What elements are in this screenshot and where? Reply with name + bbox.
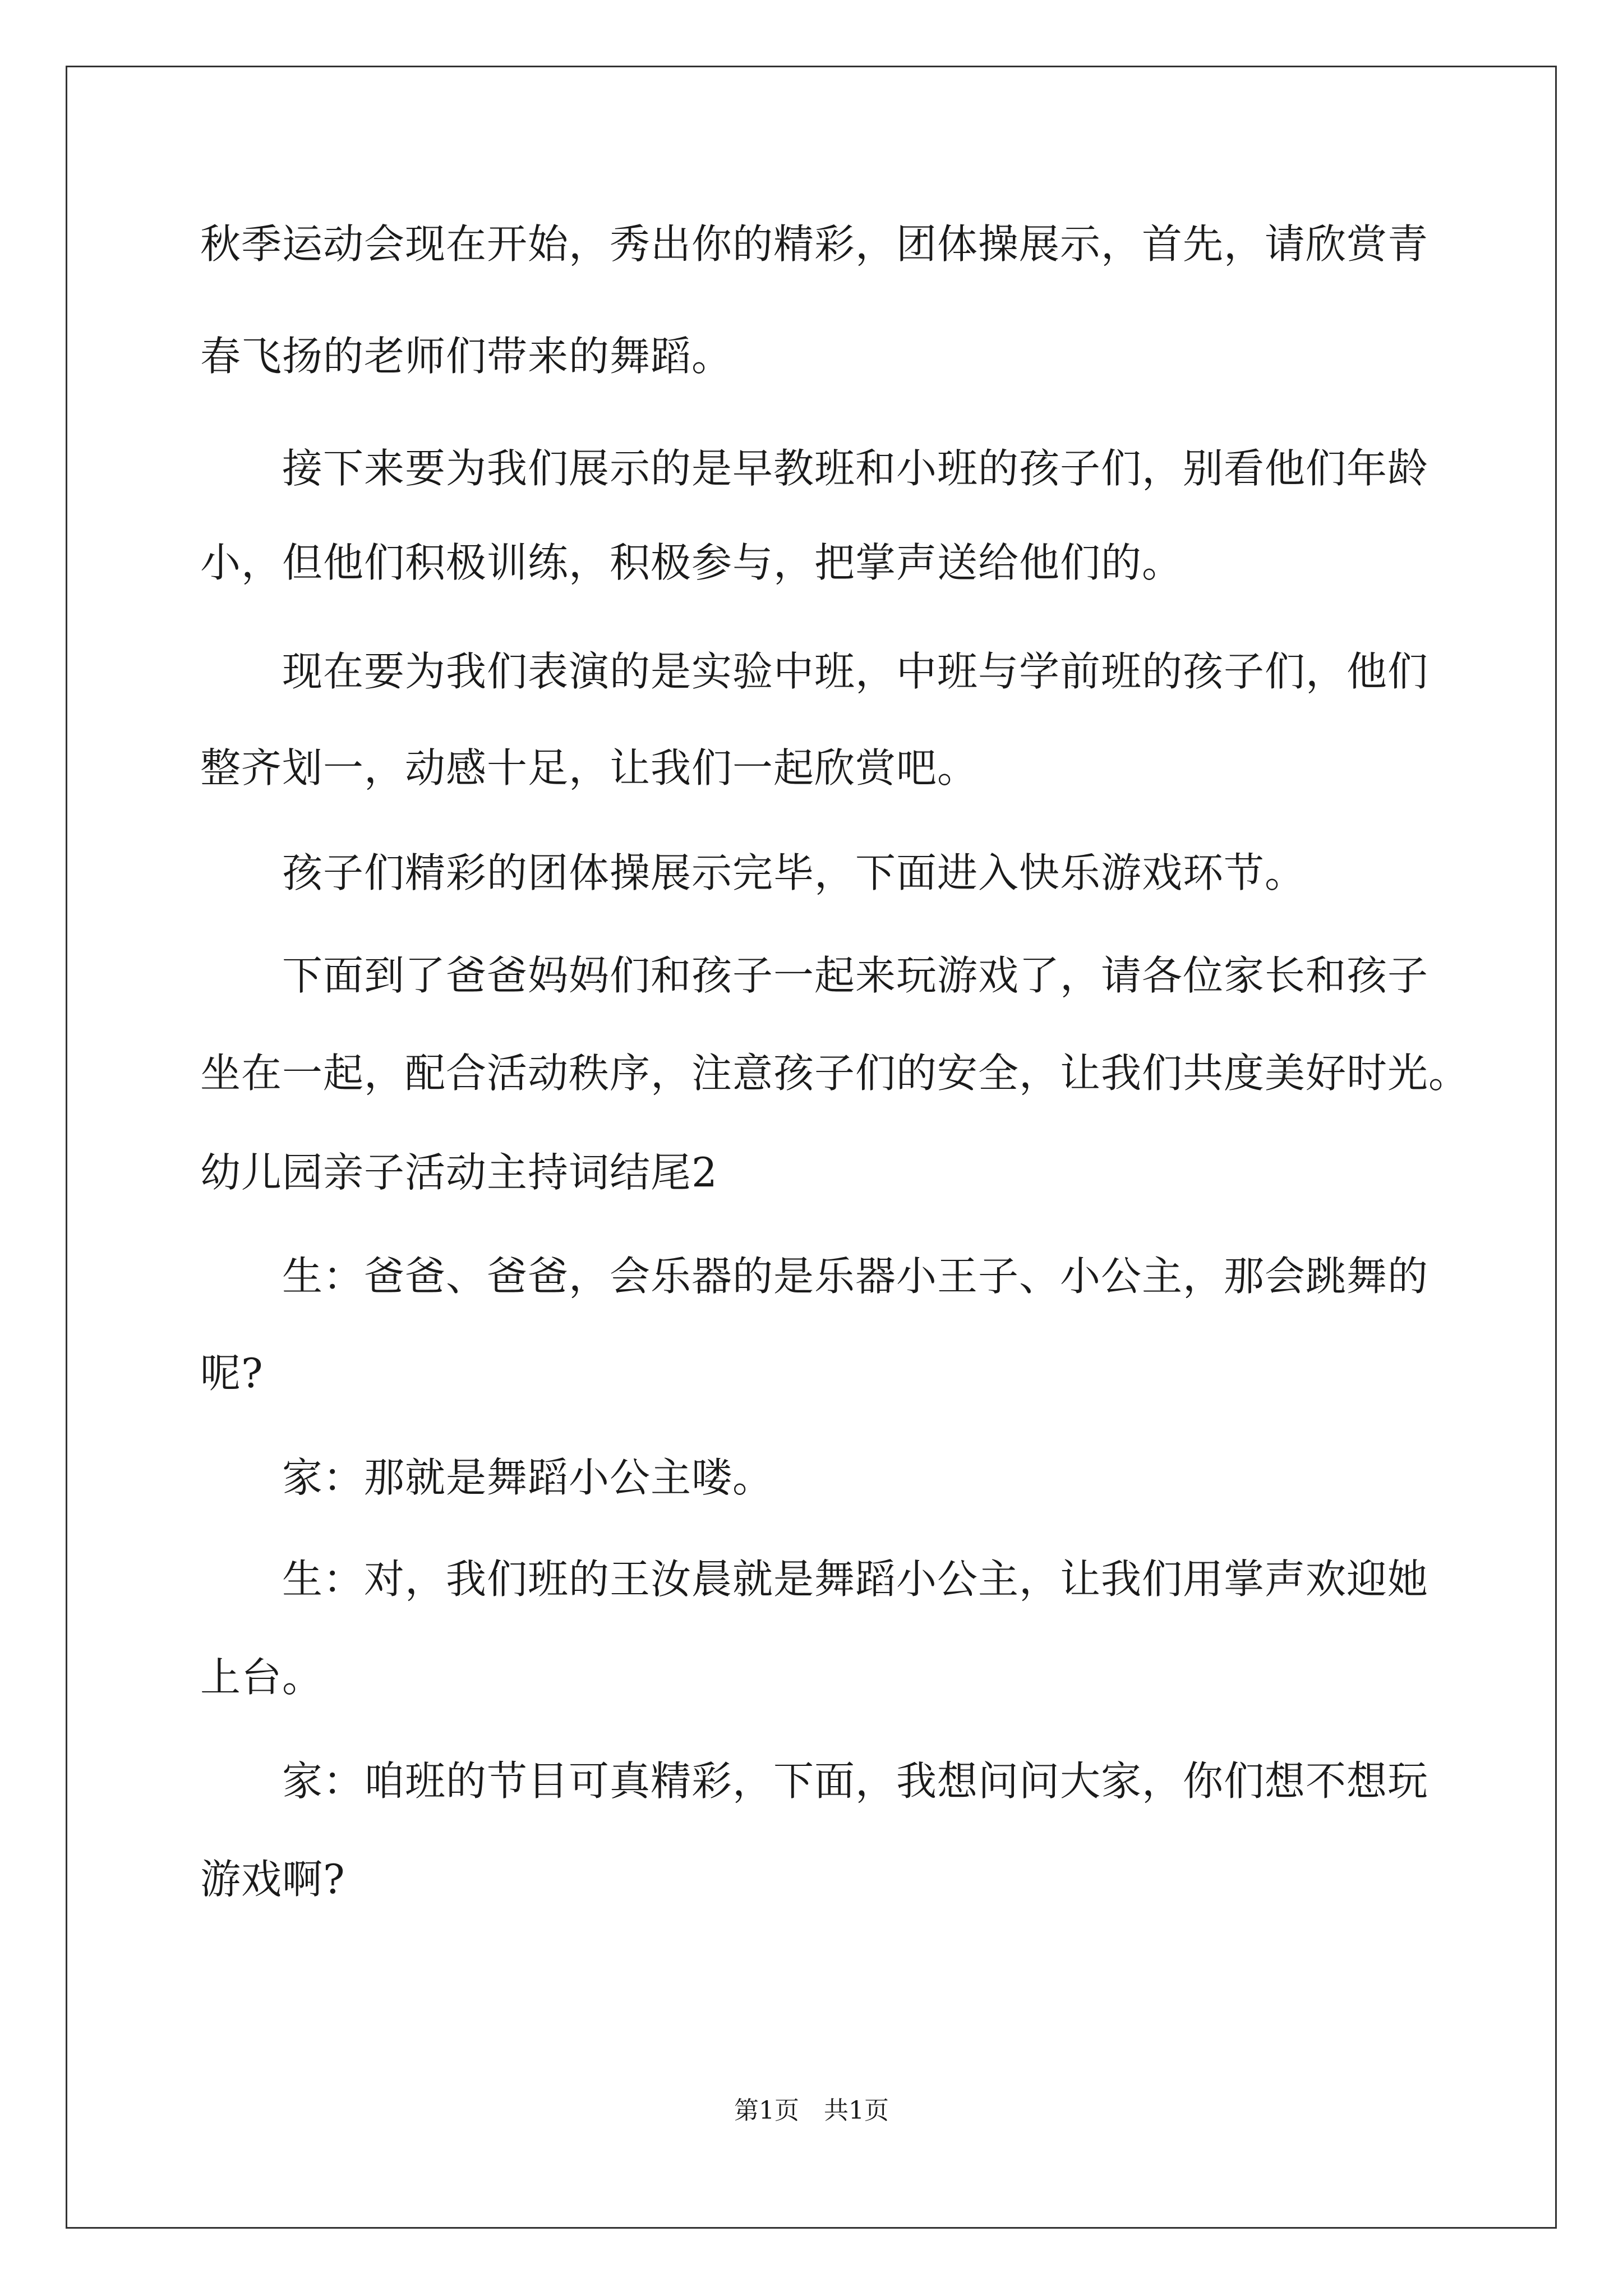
section-heading: 幼儿园亲子活动主持词结尾2 — [200, 1149, 718, 1196]
text-line: 下面到了爸爸妈妈们和孩子一起来玩游戏了，请各位家长和孩子 — [282, 952, 1429, 999]
text-line: 家：咱班的节目可真精彩，下面，我想问问大家，你们想不想玩 — [282, 1757, 1429, 1805]
text-line: 坐在一起，配合活动秩序，注意孩子们的安全，让我们共度美好时光。 — [200, 1050, 1470, 1097]
text-line: 现在要为我们表演的是实验中班，中班与学前班的孩子们，他们 — [282, 648, 1429, 695]
text-line: 整齐划一，动感十足，让我们一起欣赏吧。 — [200, 744, 979, 792]
text-line: 孩子们精彩的团体操展示完毕，下面进入快乐游戏环节。 — [282, 849, 1306, 896]
text-line: 接下来要为我们展示的是早教班和小班的孩子们，别看他们年龄 — [282, 445, 1429, 492]
text-line: 呢? — [200, 1350, 264, 1397]
text-line: 春飞扬的老师们带来的舞蹈。 — [200, 333, 733, 380]
text-line: 生：爸爸、爸爸，会乐器的是乐器小王子、小公主，那会跳舞的 — [282, 1253, 1429, 1300]
text-line: 生：对，我们班的王汝晨就是舞蹈小公主，让我们用掌声欢迎她 — [282, 1556, 1429, 1603]
text-line: 游戏啊? — [200, 1856, 345, 1903]
text-line: 小，但他们积极训练，积极参与，把掌声送给他们的。 — [200, 539, 1183, 586]
text-line: 上台。 — [200, 1654, 324, 1701]
page-number: 第1页 共1页 — [734, 2096, 889, 2125]
text-line: 秋季运动会现在开始，秀出你的精彩，团体操展示，首先，请欣赏青 — [200, 220, 1429, 268]
text-line: 家：那就是舞蹈小公主喽。 — [282, 1454, 774, 1501]
